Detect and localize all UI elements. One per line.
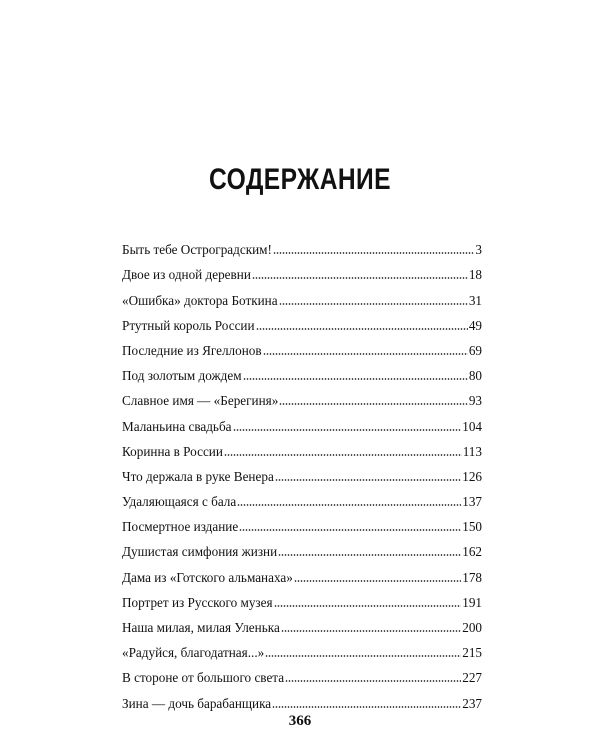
- toc-entry-title: «Радуйся, благодатная...»: [122, 645, 265, 661]
- dot-leader: [272, 706, 461, 708]
- toc-entry-title: Зина — дочь барабанщика: [122, 695, 272, 711]
- toc-entry: [122, 308, 482, 333]
- toc-entry-page: 18: [468, 267, 482, 283]
- toc-entry-title: Посмертное издание: [122, 519, 239, 535]
- toc-entry-page: 126: [462, 468, 482, 484]
- page-title: СОДЕРЖАНИЕ: [209, 163, 391, 197]
- table-of-contents: [122, 232, 482, 711]
- toc-entry: [122, 635, 482, 660]
- toc-entry: [122, 434, 482, 459]
- toc-entry-title: Под золотым дождем: [122, 368, 242, 384]
- toc-entry-title: Что держала в руке Венера: [122, 468, 274, 484]
- dot-leader: [275, 479, 461, 481]
- dot-leader: [243, 378, 468, 380]
- toc-entry-page: 178: [462, 569, 482, 585]
- toc-entry-page: 113: [462, 443, 482, 459]
- toc-entry-title: Славное имя — «Берегиня»: [122, 393, 279, 409]
- toc-entry: [122, 383, 482, 408]
- toc-entry-page: 137: [462, 494, 482, 510]
- toc-entry: [122, 408, 482, 433]
- toc-entry-title: Дама из «Готского альманаха»: [122, 569, 293, 585]
- toc-entry: [122, 610, 482, 635]
- toc-entry: [122, 232, 482, 257]
- toc-entry-title: Коринна в России: [122, 443, 223, 459]
- dot-leader: [256, 328, 468, 330]
- dot-leader: [281, 630, 461, 632]
- toc-entry-page: 200: [462, 620, 482, 635]
- toc-entry-page: 31: [468, 292, 482, 308]
- toc-entry-page: 191: [462, 594, 482, 610]
- toc-entry-page: 215: [462, 645, 482, 661]
- toc-entry-page: 93: [468, 393, 482, 409]
- toc-entry-title: Последние из Ягеллонов: [122, 342, 262, 358]
- toc-entry-page: 237: [462, 695, 482, 711]
- toc-entry-page: 69: [468, 342, 482, 358]
- page-number: 366: [288, 713, 312, 729]
- toc-entry: [122, 534, 482, 559]
- dot-leader: [252, 277, 468, 279]
- toc-entry: [122, 257, 482, 282]
- dot-leader: [294, 580, 461, 582]
- dot-leader: [279, 303, 468, 305]
- toc-entry: [122, 459, 482, 484]
- dot-leader: [263, 353, 468, 355]
- toc-entry-page: 80: [468, 368, 482, 384]
- toc-entry-page: 162: [462, 544, 482, 560]
- toc-entry: [122, 559, 482, 584]
- dot-leader: [237, 504, 461, 506]
- toc-entry-title: Ртутный король России: [122, 317, 255, 333]
- toc-entry-page: 104: [462, 418, 482, 434]
- dot-leader: [285, 680, 461, 682]
- toc-entry-title: Двое из одной деревни: [122, 267, 251, 283]
- dot-leader: [239, 529, 461, 531]
- toc-entry-page: 227: [462, 670, 482, 686]
- toc-entry-title: Быть тебе Остроградским!: [122, 242, 272, 258]
- toc-entry-title: Душистая симфония жизни: [122, 544, 278, 560]
- dot-leader: [278, 554, 461, 556]
- dot-leader: [274, 605, 462, 607]
- toc-entry-title: В стороне от большого света: [122, 670, 285, 686]
- dot-leader: [279, 403, 467, 405]
- toc-entry-title: Удаляющаяся с бала: [122, 494, 237, 510]
- toc-entry-page: 3: [475, 242, 482, 258]
- dot-leader: [265, 655, 461, 657]
- toc-entry: [122, 484, 482, 509]
- toc-entry-page: 150: [462, 519, 482, 535]
- toc-entry: [122, 358, 482, 383]
- toc-entry-page: 49: [468, 317, 482, 333]
- toc-entry: [122, 333, 482, 358]
- toc-entry-title: «Ошибка» доктора Боткина: [122, 292, 278, 308]
- toc-entry-title: Портрет из Русского музея: [122, 594, 273, 610]
- toc-entry-title: Маланьина свадьба: [122, 418, 232, 434]
- dot-leader: [233, 429, 462, 431]
- toc-entry: [122, 685, 482, 710]
- toc-entry: [122, 509, 482, 534]
- toc-entry: [122, 282, 482, 307]
- toc-entry: [122, 660, 482, 685]
- dot-leader: [273, 252, 474, 254]
- toc-entry-title: Наша милая, милая Уленька: [122, 620, 280, 635]
- dot-leader: [224, 454, 462, 456]
- toc-entry: [122, 585, 482, 610]
